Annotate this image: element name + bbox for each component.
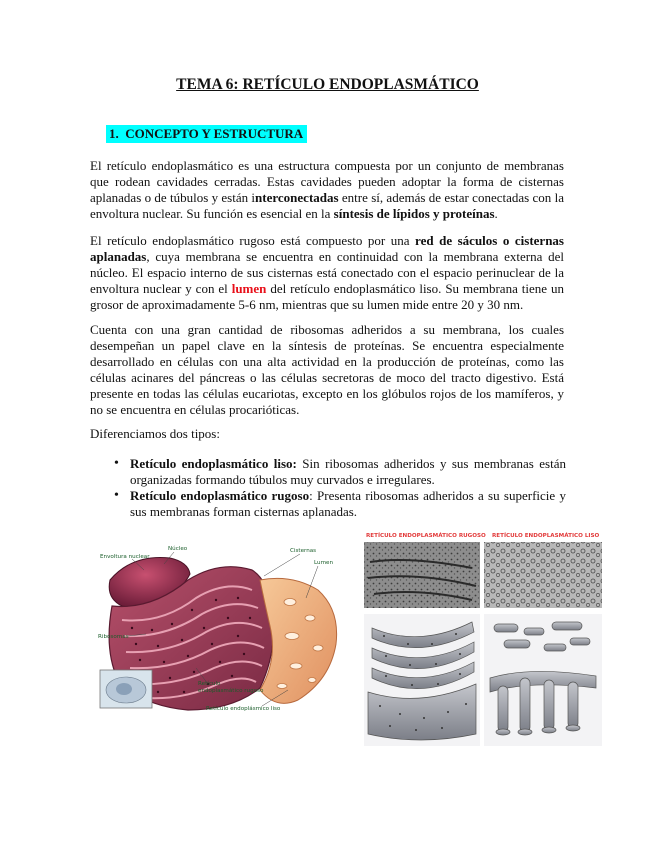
paragraph-intro	[90, 158, 564, 222]
p1-text-a: El retículo endoplasmático es una estructura compuesta por un conjunto de membranas que rodean cavidades cerradas. Estas cavidades pueden adoptar la forma de cisternas aplanadas o de túbulos y están i	[90, 158, 564, 205]
paragraph-ribosomes: Cuenta con una gran cantidad de ribosomas adheridos a su membrana, los cuales desempeñan un papel clave en la síntesis de proteínas. Se encuentra especialmente desarrollado en células con una alta actividad en la producción de proteínas, como las células acinares del páncreas o las células secretoras de moco del tracto digestivo. Está presente en todas las células eucariotas, excepto en los glóbulos rojos de los mamíferos, y no se encuentra en células procarióticas.	[90, 322, 564, 417]
p2-bold-red: red de sáculos o cisternas aplanadas	[90, 233, 564, 264]
section-number: 1.	[109, 126, 119, 141]
list-item-text: Sin ribosomas adheridos y sus membranas están organizadas formando túbulos muy curvados e irregulares.	[130, 456, 566, 487]
label-rer-line1: Retículo	[198, 681, 221, 687]
paragraph-types-intro: Diferenciamos dos tipos:	[90, 426, 220, 441]
label-rer-line2: endoplasmático rugoso	[198, 688, 264, 694]
list-item-text: : Presenta ribosomas adheridos a su superficie y sus membranas forman cisternas aplanadas.	[130, 488, 566, 519]
list-item-rugoso	[110, 488, 566, 520]
label-rel-micrograph: RETÍCULO ENDOPLASMÁTICO LISO	[492, 533, 600, 539]
p2-text-c: , cuya membrana se encuentra en continuidad con la membrana externa del núcleo. El espacio interno de sus cisternas está conectado con el espacio perinuclear de la envoltura nuclear y con el	[90, 249, 564, 296]
types-list	[110, 456, 566, 520]
label-lumen: Lumen	[314, 560, 333, 566]
label-rer-micrograph: RETÍCULO ENDOPLASMÁTICO RUGOSO	[366, 533, 486, 539]
p1-bold-sintesis: síntesis de lípidos y proteínas	[333, 206, 495, 221]
p1-bold-interconectadas: nterconectadas	[255, 190, 339, 205]
p1-text-c: entre sí, además de estar conectadas con la envoltura nuclear. Su función es esencial en la	[90, 190, 564, 221]
p1-text-e: .	[494, 206, 498, 221]
p2-text-a: El retículo endoplasmático rugoso está compuesto por una	[90, 233, 416, 248]
rel-micrograph	[484, 542, 602, 608]
paragraph-rer	[90, 233, 564, 313]
label-rel: Retículo endoplásmico liso	[206, 706, 281, 712]
label-nucleo: Núcleo	[168, 546, 188, 552]
page-title: TEMA 6: RETÍCULO ENDOPLASMÁTICO	[176, 76, 479, 93]
p2-lumen-highlight: lumen	[231, 281, 267, 296]
er-comparison-figure	[360, 528, 608, 750]
list-item-term: Retículo endoplasmático liso:	[130, 456, 297, 471]
label-envoltura: Envoltura nuclear	[100, 554, 150, 560]
er-anatomy-figure	[92, 540, 354, 728]
label-ribosomas: Ribosomas	[98, 634, 129, 640]
section-heading	[106, 125, 307, 143]
section-label: CONCEPTO Y ESTRUCTURA	[125, 126, 304, 141]
list-item-term: Retículo endoplasmático rugoso	[130, 488, 310, 503]
label-cisternas: Cisternas	[290, 548, 317, 554]
list-item-liso	[110, 456, 566, 488]
p2-text-e: del retículo endoplasmático liso. Su membrana tiene un grosor de aproximadamente 5-6 nm, mientras que su lumen mide entre 20 y 30 nm.	[90, 281, 565, 312]
